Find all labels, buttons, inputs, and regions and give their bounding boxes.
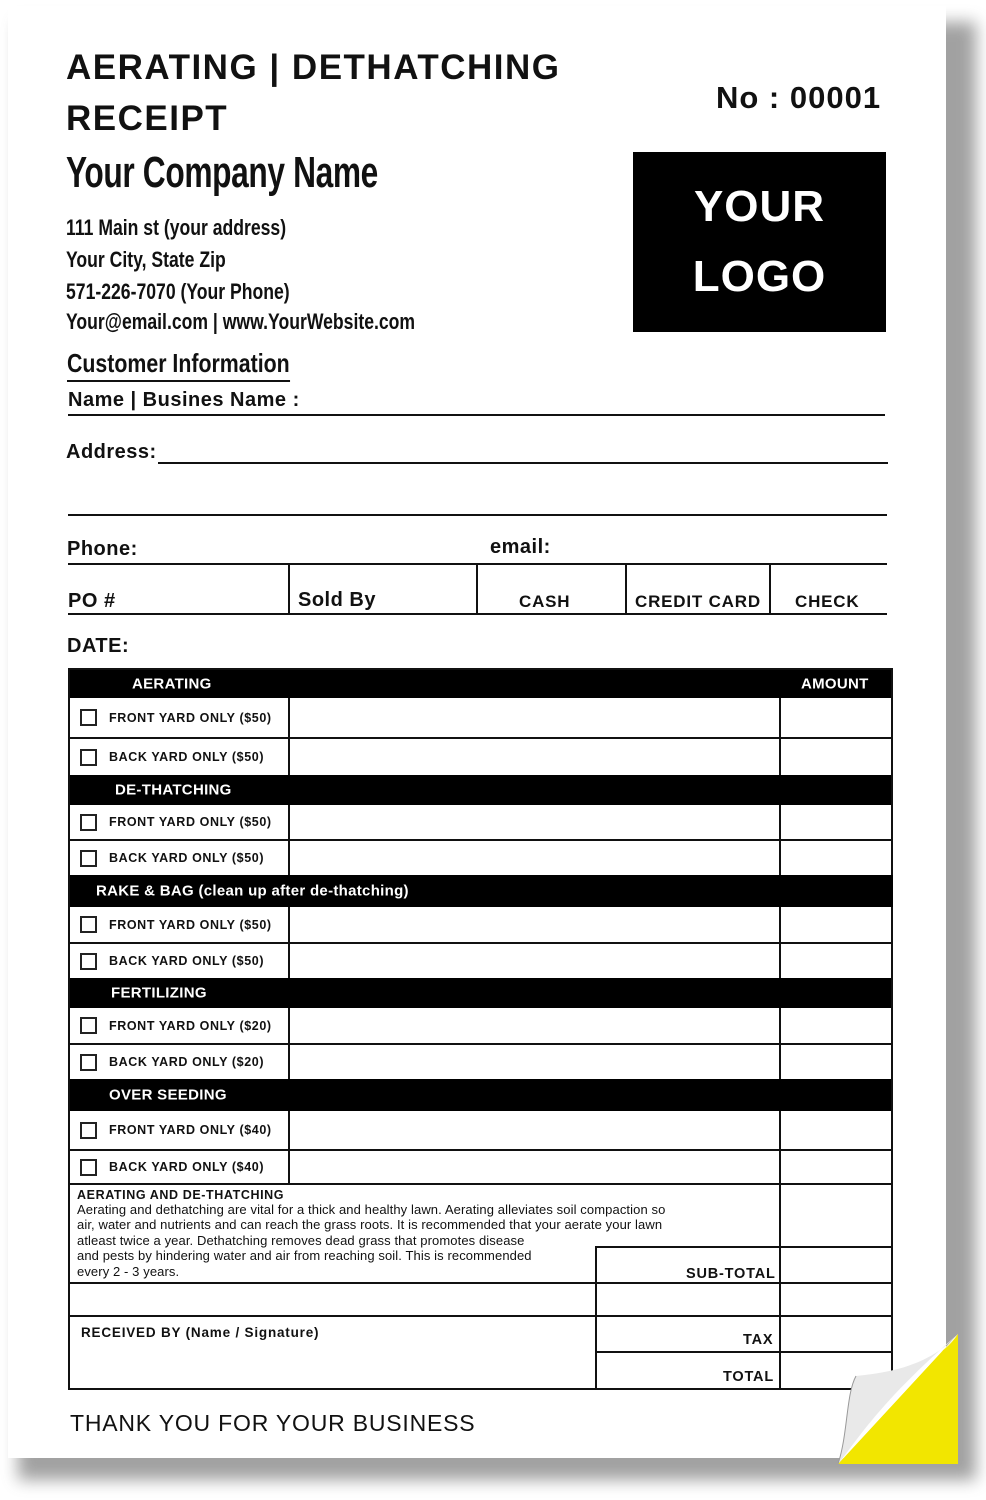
service-item-label: BACK YARD ONLY ($40) xyxy=(109,1160,265,1174)
received-top-line xyxy=(70,1315,891,1317)
payment-divider xyxy=(288,563,290,615)
cash-option[interactable]: CASH xyxy=(519,592,571,611)
payment-row-line xyxy=(68,613,887,615)
receipt-form xyxy=(8,6,946,1458)
checkbox[interactable] xyxy=(80,953,97,970)
amount-divider xyxy=(779,1111,781,1149)
notes-top-line xyxy=(70,1183,891,1185)
subtotal-label: SUB-TOTAL xyxy=(686,1266,776,1282)
notes-line: atleast twice a year. Dethatching removes dead grass that promotes disease xyxy=(77,1232,525,1248)
checkbox[interactable] xyxy=(80,814,97,831)
company-phone: 571-226-7070 (Your Phone) xyxy=(66,279,290,304)
amount-column-header: AMOUNT xyxy=(801,675,869,693)
table-row xyxy=(70,907,891,942)
notes-line: air, water and nutrients and can reach the grass roots. It is recommended that your aerate your lawn xyxy=(77,1217,663,1233)
table-row xyxy=(70,942,891,978)
totals-divider xyxy=(595,1246,597,1388)
check-option[interactable]: CHECK xyxy=(795,592,860,611)
amount-divider xyxy=(779,907,781,942)
page-curl-icon xyxy=(838,1334,958,1464)
service-item-label: BACK YARD ONLY ($50) xyxy=(109,851,265,865)
amount-divider xyxy=(779,1045,781,1079)
section-title: AERATING xyxy=(132,675,212,693)
amount-divider xyxy=(779,1008,781,1043)
section-header-over-seeding xyxy=(70,1079,891,1111)
po-number-label: PO # xyxy=(68,590,116,612)
notes-title: AERATING AND DE-THATCHING xyxy=(77,1188,285,1202)
total-label: TOTAL xyxy=(723,1369,774,1385)
received-by-label: RECEIVED BY (Name / Signature) xyxy=(81,1325,320,1340)
form-title: AERATING | DETHATCHING xyxy=(66,48,561,87)
credit-card-option[interactable]: CREDIT CARD xyxy=(635,592,761,611)
section-title: RAKE & BAG (clean up after de-thatching) xyxy=(96,882,409,900)
section-title: DE-THATCHING xyxy=(115,781,232,799)
name-label: Name | Busines Name : xyxy=(68,389,300,411)
address-field-line[interactable] xyxy=(158,462,888,464)
checkbox[interactable] xyxy=(80,709,97,726)
payment-divider xyxy=(476,563,478,615)
logo-text-line1: YOUR xyxy=(693,181,826,231)
logo-text-line2: LOGO xyxy=(692,252,827,301)
section-title: FERTILIZING xyxy=(111,984,207,1002)
amount-divider xyxy=(779,698,781,737)
table-row xyxy=(70,1111,891,1149)
address-field-line-2[interactable] xyxy=(68,514,887,516)
phone-label: Phone: xyxy=(67,538,138,560)
table-row xyxy=(70,805,891,839)
service-item-label: FRONT YARD ONLY ($50) xyxy=(109,710,272,725)
logo-placeholder xyxy=(633,152,886,332)
section-title: OVER SEEDING xyxy=(109,1086,227,1104)
company-email-website: Your@email.com | www.YourWebsite.com xyxy=(66,309,416,334)
customer-info-heading: Customer Information xyxy=(67,348,290,382)
company-name: Your Company Name xyxy=(66,148,378,197)
amount-divider xyxy=(779,841,781,875)
service-item-label: FRONT YARD ONLY ($40) xyxy=(109,1123,272,1137)
service-item-label: FRONT YARD ONLY ($50) xyxy=(109,917,272,932)
date-label: DATE: xyxy=(67,635,130,657)
notes-line: and pests by hindering water and air from reaching soil. This is recommended xyxy=(77,1248,532,1264)
notes-line: Aerating and dethatching are vital for a thick and healthy lawn. Aerating alleviates soil compaction so xyxy=(77,1202,666,1217)
section-header-aerating xyxy=(70,670,891,698)
amount-divider xyxy=(779,739,781,775)
table-row xyxy=(70,839,891,875)
checkbox[interactable] xyxy=(80,916,97,933)
table-row xyxy=(70,1043,891,1079)
sold-by-label: Sold By xyxy=(298,589,376,611)
amount-divider xyxy=(779,805,781,839)
receipt-number: No : 00001 xyxy=(716,80,882,115)
checkbox[interactable] xyxy=(80,1122,97,1139)
section-header-dethatching xyxy=(70,775,891,805)
checkbox[interactable] xyxy=(80,1017,97,1034)
address-label: Address: xyxy=(66,441,157,463)
service-item-label: BACK YARD ONLY ($20) xyxy=(109,1055,265,1069)
thank-you-message: THANK YOU FOR YOUR BUSINESS xyxy=(70,1410,476,1436)
services-table xyxy=(68,668,893,1390)
payment-divider xyxy=(625,563,627,615)
amount-divider xyxy=(779,944,781,978)
service-item-label: FRONT YARD ONLY ($50) xyxy=(109,815,272,829)
email-label: email: xyxy=(490,536,551,558)
amount-divider xyxy=(779,1151,781,1183)
section-header-rake-bag xyxy=(70,875,893,907)
notes-block xyxy=(77,1188,767,1279)
section-header-fertilizing xyxy=(70,978,891,1008)
table-row xyxy=(70,698,891,737)
form-title-receipt: RECEIPT xyxy=(66,99,229,138)
subtotal-bottom-line xyxy=(70,1282,891,1284)
checkbox[interactable] xyxy=(80,749,97,766)
company-city: Your City, State Zip xyxy=(66,247,226,272)
checkbox[interactable] xyxy=(80,850,97,867)
service-item-label: FRONT YARD ONLY ($20) xyxy=(109,1018,272,1033)
table-row xyxy=(70,1149,891,1183)
company-address: 111 Main st (your address) xyxy=(66,215,287,240)
name-field-line[interactable] xyxy=(68,414,885,416)
checkbox[interactable] xyxy=(80,1159,97,1176)
amount-column-divider xyxy=(779,1183,781,1388)
checkbox[interactable] xyxy=(80,1054,97,1071)
table-row xyxy=(70,1008,891,1043)
table-row xyxy=(70,737,891,775)
notes-line: every 2 - 3 years. xyxy=(77,1263,180,1279)
subtotal-top-line xyxy=(595,1246,891,1248)
service-item-label: BACK YARD ONLY ($50) xyxy=(109,954,265,968)
payment-divider xyxy=(769,563,771,615)
service-item-label: BACK YARD ONLY ($50) xyxy=(109,750,265,764)
tax-label: TAX xyxy=(743,1332,774,1348)
